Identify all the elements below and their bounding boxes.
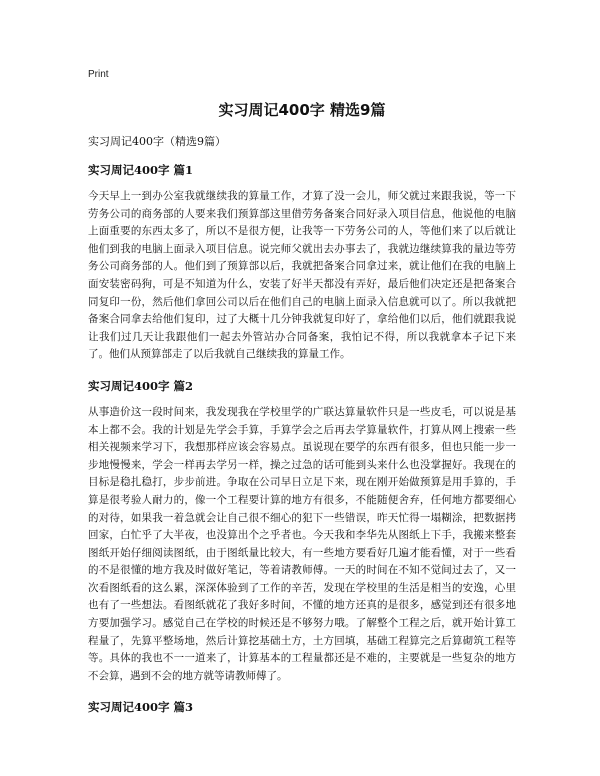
document-page <box>88 64 516 715</box>
section-paragraph-2: 从事造价这一段时间来，我发现我在学校里学的广联达算量软件只是一些皮毛，可以说是基本上都不会。我的计划是先学会手算，手算学会之后再去学算量软件，打算从网上搜索一些相关视频来学习下，我想那样应该会容易点。虽说现在要学的东西有很多，但也只能一步一步地慢慢来，学会一样再去学另一样，操之过急的话可能到头来什么也没掌握好。我现在的目标是稳扎稳打，步步前进。争取在公司早日立足下来，现在刚开始做预算是用手算的，手算是很考验人耐力的，像一个工程要计算的地方有很多，不能随便舍弃，任何地方都要细心的对待，如果我一着急就会让自己很不细心的犯下一些错误，昨天忙得一塌糊涂，把数据拷回家，白忙乎了大半夜，也没算出个之乎者也。今天我和李华先从图纸上下手，我搬来整套图纸开始仔细阅读图纸，由于图纸量比较大，有一些地方要看好几遍才能看懂，对于一些看的不是很懂的地方我及时做好笔记，等着请教师傅。一天的时间在不知不觉间过去了，又一次看图纸看的这么累，深深体验到了工作的辛苦，发现在学校里的生活是相当的安逸，心里也有了一些想法。看图纸就花了我好多时间，不懂的地方还真的是很多，感觉到还有很多地方要加强学习。感觉自己在学校的时候还是不够努力哦。了解整个工程之后，就开始计算工程量了，先算平整场地，然后计算挖基础土方，土方回填，基础工程算完之后算砌筑工程等等。具体的我也不一一道来了，计算基本的工程量都还是不难的，主要就是一些复杂的地方不会算，遇到不会的地方就等请教师傅了。 <box>88 405 516 682</box>
section-paragraph-1: 今天早上一到办公室我就继续我的算量工作，才算了没一会儿，师父就过来跟我说，等一下劳务公司的商务部的人要来我们预算部这里借劳务备案合同好录入项目信息，他说他的电脑上面重要的东西太多了，所以不是很方便，让我等一下劳务公司的人，等他们来了以后就让他们到我的电脑上面录入项目信息。说完师父就出去办事去了，我就边继续算我的量边等劳务公司商务部的人。他们到了预算部以后，我就把备案合同拿过来，就让他们在我的电脑上面安装密码狗，可是不知道为什么，安装了好半天都没有弄好，最后他们决定还是把备案合同复印一份，然后他们拿回公司以后在他们自己的电脑上面录入信息就可以了。所以我就把备案合同拿去给他们复印，过了大概十几分钟我就复印好了，拿给他们以后，他们就跟我说让我们过几天让我跟他们一起去外管站办合同备案，我怕记不得，所以我就拿本子记下来了。他们从预算部走了以后我就自己继续我的算量工作。 <box>88 190 516 361</box>
section-heading-3: 实习周记400字 篇3 <box>88 700 194 715</box>
print-link[interactable]: Print <box>88 69 109 80</box>
section-heading-1: 实习周记400字 篇1 <box>88 163 194 177</box>
document-title: 实习周记400字 精选9篇 <box>218 101 386 119</box>
section-heading-2: 实习周记400字 篇2 <box>88 378 194 393</box>
document-subtitle: 实习周记400字（精选9篇） <box>88 135 226 148</box>
